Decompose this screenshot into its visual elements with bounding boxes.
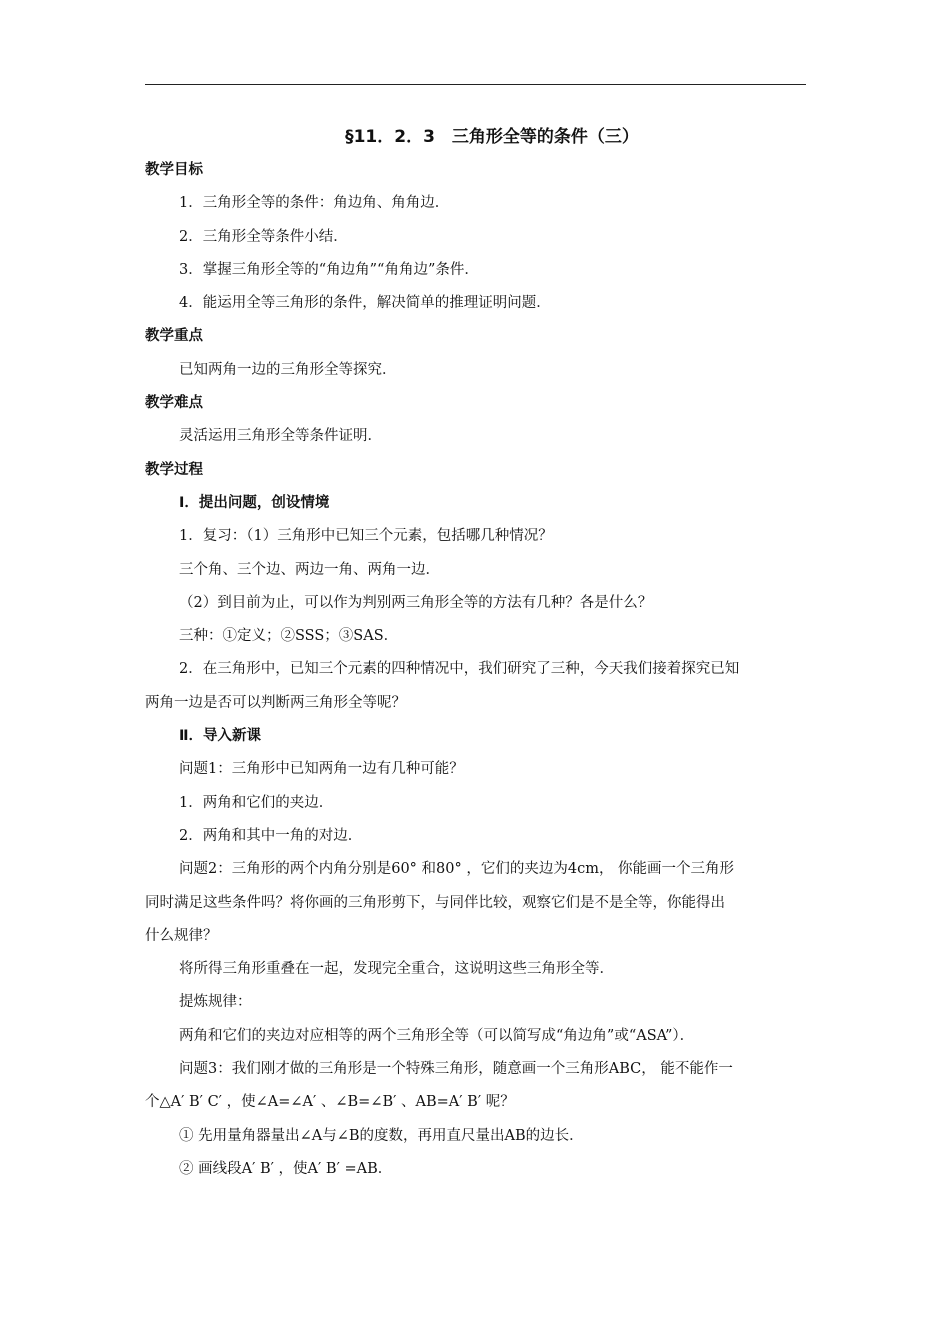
document-body: [145, 120, 807, 1186]
paragraph-line: （2）到目前为止，可以作为判别两三角形全等的方法有几种？各是什么？: [179, 594, 653, 611]
paragraph-line: 个△A′ B′ C′ ，使∠A=∠A′ 、∠B=∠B′ 、AB=A′ B′ 呢？: [145, 1094, 515, 1111]
objective-item: 3．掌握三角形全等的“角边角”“角角边”条件．: [179, 261, 479, 278]
key-points-heading: 教学重点: [145, 328, 203, 345]
difficulty-heading: 教学难点: [145, 395, 203, 412]
step-item: ① 先用量角器量出∠A与∠B的度数，再用直尺量出AB的边长．: [179, 1127, 584, 1144]
paragraph-line: 2．在三角形中，已知三个元素的四种情况中，我们研究了三种，今天我们接着探究已知: [179, 661, 740, 678]
process-heading: 教学过程: [145, 461, 203, 478]
paragraph-line: 三个角、三个边、两边一角、两角一边．: [179, 561, 440, 578]
paragraph-line: 问题3：我们刚才做的三角形是一个特殊三角形，随意画一个三角形ABC， 能不能作一: [179, 1061, 733, 1078]
paragraph-line: 两角一边是否可以判断两三角形全等呢？: [145, 694, 406, 711]
objective-item: 1．三角形全等的条件：角边角、角角边．: [179, 195, 450, 212]
paragraph-line: 什么规律？: [145, 927, 218, 944]
key-points-text: 已知两角一边的三角形全等探究．: [179, 361, 397, 378]
paragraph-line: 两角和它们的夹边对应相等的两个三角形全等（可以简写成“角边角”或“ASA”）．: [179, 1027, 695, 1044]
paragraph-line: 问题1：三角形中已知两角一边有几种可能？: [179, 761, 464, 778]
paragraph-line: 1．两角和它们的夹边．: [179, 794, 334, 811]
paragraph-line: 1．复习：（1）三角形中已知三个元素，包括哪几种情况？: [179, 528, 553, 545]
paragraph-line: 提炼规律：: [179, 994, 252, 1011]
objective-item: 4．能运用全等三角形的条件，解决简单的推理证明问题．: [179, 295, 551, 312]
step-item: ② 画线段A′ B′ ，使A′ B′ =AB．: [179, 1160, 393, 1177]
header-rule: [145, 84, 806, 85]
paragraph-line: 2．两角和其中一角的对边．: [179, 827, 363, 844]
paragraph-line: 将所得三角形重叠在一起，发现完全重合，这说明这些三角形全等．: [179, 961, 614, 978]
objectives-heading: 教学目标: [145, 162, 203, 178]
objective-item: 2．三角形全等条件小结．: [179, 228, 348, 245]
page-title: §11．2．3 三角形全等的条件（三）: [345, 127, 639, 147]
difficulty-text: 灵活运用三角形全等条件证明．: [179, 428, 382, 445]
paragraph-line: 同时满足这些条件吗？将你画的三角形剪下，与同伴比较，观察它们是不是全等，你能得出: [145, 894, 725, 911]
part2-heading: Ⅱ．导入新课: [179, 728, 262, 745]
paragraph-line: 问题2：三角形的两个内角分别是60° 和80° ，它们的夹边为4cm， 你能画一个三角形: [179, 861, 735, 878]
part1-heading: Ⅰ．提出问题，创设情境: [179, 494, 330, 511]
paragraph-line: 三种：①定义；②SSS；③SAS．: [179, 628, 399, 645]
